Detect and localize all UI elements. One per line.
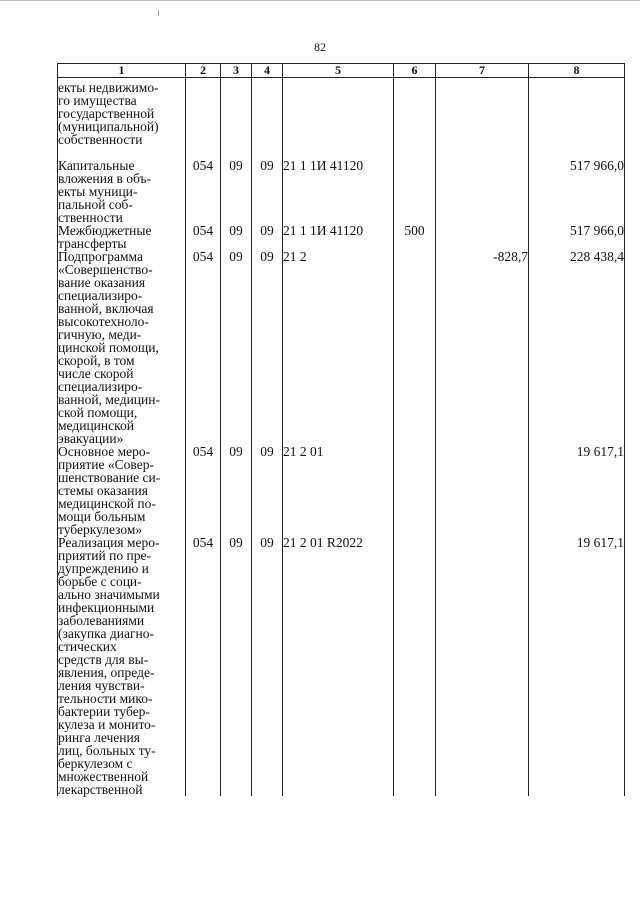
row-col-4-cell: 09 bbox=[252, 250, 283, 445]
row-col-3-cell: 09 bbox=[221, 159, 252, 224]
top-edge-line bbox=[0, 0, 640, 1]
row-col-4-cell bbox=[252, 78, 283, 160]
row-col-8-cell: 228 438,4 bbox=[529, 250, 625, 445]
row-name-cell: Основное меро- приятие «Совер- шенствование си- стемы оказания медицинской по- мощи больным туберкулезом» bbox=[58, 445, 186, 536]
row-col-3-cell: 09 bbox=[221, 250, 252, 445]
row-col-8-cell: 19 617,1 bbox=[529, 536, 625, 796]
row-col-2-cell bbox=[186, 78, 221, 160]
row-name-cell: Реализация меро- приятий по пре- дупреждению и борьбе с соци- ально значимыми инфекционными заболеваниями (закупка диагно- стических средств для вы- явления, опреде- ления чувстви- тельности мико- бактерии тубер- кулеза и монито- ринга лечения лиц, больных ту- беркулезом с множественной лекарственной bbox=[58, 536, 186, 796]
table-row bbox=[58, 159, 625, 224]
row-col-6-cell bbox=[394, 445, 436, 536]
row-col-6-cell bbox=[394, 536, 436, 796]
table-body bbox=[58, 78, 625, 797]
row-col-4-cell: 09 bbox=[252, 224, 283, 250]
header-col-4: 4 bbox=[252, 64, 283, 78]
header-col-1: 1 bbox=[58, 64, 186, 78]
table-row bbox=[58, 536, 625, 796]
table-row bbox=[58, 224, 625, 250]
row-name-cell: Капитальные вложения в объ- екты муници- пальной соб- ственности bbox=[58, 159, 186, 224]
table-row bbox=[58, 250, 625, 445]
row-col-8-cell: 517 966,0 bbox=[529, 224, 625, 250]
row-col-2-cell: 054 bbox=[186, 445, 221, 536]
row-col-7-cell bbox=[436, 445, 529, 536]
header-col-3: 3 bbox=[221, 64, 252, 78]
row-col-7-cell bbox=[436, 159, 529, 224]
header-col-7: 7 bbox=[436, 64, 529, 78]
table-row bbox=[58, 78, 625, 160]
row-col-3-cell: 09 bbox=[221, 224, 252, 250]
row-name-cell: екты недвижимо- го имущества государственной (муниципальной) собственности bbox=[58, 78, 186, 160]
header-row bbox=[58, 64, 625, 78]
row-col-5-cell: 21 2 01 bbox=[283, 445, 394, 536]
row-name-cell: Подпрограмма «Совершенство- вание оказания специализиро- ванной, включая высокотехноло- гичную, меди- цинской помощи, скорой, в том числе скорой специализиро- ванной, медицин- ской помощи, медицинской эвакуации» bbox=[58, 250, 186, 445]
row-col-6-cell bbox=[394, 159, 436, 224]
row-col-3-cell bbox=[221, 78, 252, 160]
row-col-5-cell: 21 1 1И 41120 bbox=[283, 159, 394, 224]
row-col-3-cell: 09 bbox=[221, 536, 252, 796]
header-col-5: 5 bbox=[283, 64, 394, 78]
row-col-8-cell: 19 617,1 bbox=[529, 445, 625, 536]
row-col-7-cell bbox=[436, 536, 529, 796]
row-col-2-cell: 054 bbox=[186, 250, 221, 445]
row-col-4-cell: 09 bbox=[252, 536, 283, 796]
row-col-3-cell: 09 bbox=[221, 445, 252, 536]
table-row bbox=[58, 445, 625, 536]
row-col-4-cell: 09 bbox=[252, 159, 283, 224]
row-col-4-cell: 09 bbox=[252, 445, 283, 536]
row-col-6-cell: 500 bbox=[394, 224, 436, 250]
row-col-7-cell bbox=[436, 224, 529, 250]
row-col-5-cell bbox=[283, 78, 394, 160]
row-col-5-cell: 21 2 01 R2022 bbox=[283, 536, 394, 796]
row-col-8-cell: 517 966,0 bbox=[529, 159, 625, 224]
header-col-2: 2 bbox=[186, 64, 221, 78]
row-col-8-cell bbox=[529, 78, 625, 160]
row-col-6-cell bbox=[394, 250, 436, 445]
row-name-cell: Межбюджетные трансферты bbox=[58, 224, 186, 250]
scan-mark bbox=[158, 10, 159, 16]
row-col-7-cell bbox=[436, 78, 529, 160]
row-col-2-cell: 054 bbox=[186, 536, 221, 796]
row-col-2-cell: 054 bbox=[186, 159, 221, 224]
page-number: 82 bbox=[314, 40, 326, 54]
header-col-8: 8 bbox=[529, 64, 625, 78]
row-col-2-cell: 054 bbox=[186, 224, 221, 250]
row-col-6-cell bbox=[394, 78, 436, 160]
row-col-7-cell: -828,7 bbox=[436, 250, 529, 445]
header-col-6: 6 bbox=[394, 64, 436, 78]
row-col-5-cell: 21 1 1И 41120 bbox=[283, 224, 394, 250]
row-col-5-cell: 21 2 bbox=[283, 250, 394, 445]
budget-table bbox=[57, 63, 625, 796]
